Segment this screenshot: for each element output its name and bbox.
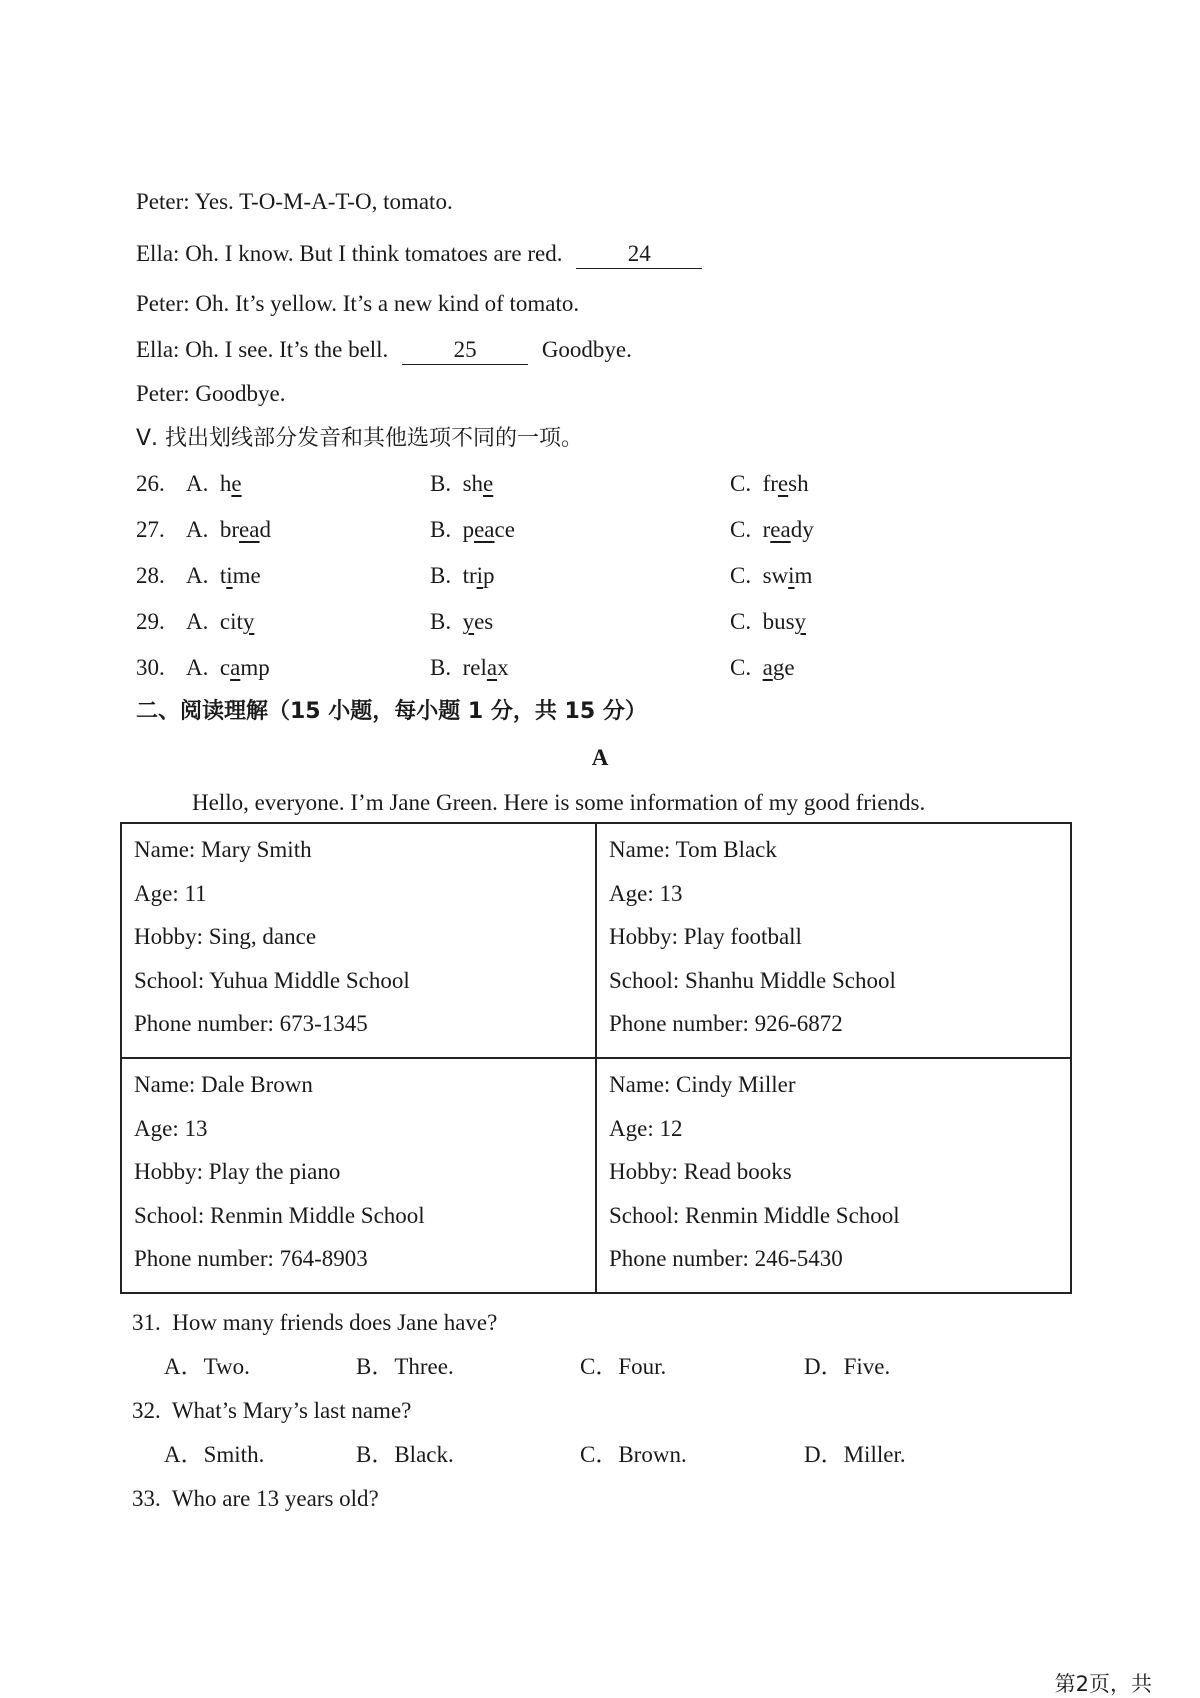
section-5-heading: Ⅴ. 找出划线部分发音和其他选项不同的一项。 — [136, 426, 584, 451]
question-29 — [136, 608, 165, 636]
q30-option-a[interactable]: A. camp — [186, 655, 270, 680]
answer-blank-25[interactable] — [402, 336, 528, 365]
question-number: 28. — [136, 563, 165, 588]
q29-option-c[interactable]: C. busy — [730, 609, 807, 634]
underlined-part: e — [777, 471, 789, 496]
question-27 — [136, 516, 165, 544]
question-30 — [136, 654, 165, 682]
friend-card-cindy — [596, 1058, 1071, 1293]
q29-option-a[interactable]: A. city — [186, 609, 255, 634]
q27-option-a[interactable]: A. bread — [186, 517, 271, 542]
friend-name: Name: Tom Black — [609, 837, 777, 862]
dialogue-text: Oh. I see. It’s the bell. — [185, 337, 389, 362]
dialogue-text: Oh. I know. But I think tomatoes are red. — [185, 241, 563, 266]
question-number: 29. — [136, 609, 165, 634]
friend-phone: Phone number: 673-1345 — [134, 1011, 368, 1036]
q26-option-a[interactable]: A. he — [186, 471, 242, 496]
underlined-part: e — [231, 471, 242, 496]
question-26 — [136, 470, 165, 498]
friend-hobby: Hobby: Play the piano — [134, 1159, 341, 1184]
dialogue-text: Oh. It’s yellow. It’s a new kind of tomato. — [195, 291, 580, 316]
underlined-part: i — [226, 563, 233, 588]
q32-option-b[interactable]: B．Black. — [356, 1442, 454, 1467]
underlined-part: e — [483, 471, 494, 496]
dialogue-text: Goodbye. — [195, 381, 286, 406]
friend-card-mary — [121, 823, 596, 1058]
friend-age: Age: 11 — [134, 880, 207, 906]
friend-school: School: Shanhu Middle School — [609, 967, 896, 993]
underlined-part: y — [242, 609, 255, 634]
passage-intro: Hello, everyone. I’m Jane Green. Here is some information of my good friends. — [192, 790, 926, 815]
friends-info-table — [120, 822, 1072, 1294]
friend-hobby: Hobby: Sing, dance — [134, 924, 317, 949]
friend-phone: Phone number: 764-8903 — [134, 1246, 368, 1271]
question-28 — [136, 562, 165, 590]
q31-option-c[interactable]: C．Four. — [580, 1354, 667, 1379]
question-31 — [132, 1309, 497, 1337]
underlined-part: ea — [239, 517, 260, 542]
underlined-part: a — [762, 655, 773, 680]
q31-option-d[interactable]: D．Five. — [804, 1354, 891, 1379]
underlined-part: ea — [770, 517, 791, 542]
q30-option-b[interactable]: B. relax — [430, 655, 509, 680]
q32-option-a[interactable]: A．Smith. — [164, 1442, 265, 1467]
question-number: 26. — [136, 471, 165, 496]
friend-school: School: Yuhua Middle School — [134, 967, 410, 993]
answer-blank-24[interactable] — [576, 240, 702, 269]
question-33 — [132, 1485, 379, 1513]
question-text: What’s Mary’s last name? — [171, 1398, 412, 1423]
q27-option-b[interactable]: B. peace — [430, 517, 515, 542]
friend-phone: Phone number: 926-6872 — [609, 1011, 843, 1036]
question-number: 33. — [132, 1486, 161, 1511]
speaker: Peter: — [136, 381, 190, 406]
speaker: Peter: — [136, 189, 190, 214]
q32-option-d[interactable]: D．Miller. — [804, 1442, 906, 1467]
q26-option-c[interactable]: C. fresh — [730, 471, 809, 496]
underlined-part: a — [230, 655, 241, 680]
dialogue-line-5 — [136, 380, 285, 408]
q26-option-b[interactable]: B. she — [430, 471, 494, 496]
friend-name: Name: Cindy Miller — [609, 1072, 796, 1097]
underlined-part: i — [788, 563, 795, 588]
speaker: Ella: — [136, 337, 180, 362]
friend-hobby: Hobby: Read books — [609, 1159, 792, 1184]
friend-card-tom — [596, 823, 1071, 1058]
question-number: 27. — [136, 517, 165, 542]
question-number: 30. — [136, 655, 165, 680]
underlined-part: ea — [474, 517, 495, 542]
friend-name: Name: Dale Brown — [134, 1072, 313, 1097]
friend-age: Age: 13 — [609, 880, 683, 906]
q32-option-c[interactable]: C．Brown. — [580, 1442, 687, 1467]
friend-age: Age: 12 — [609, 1115, 683, 1141]
dialogue-line-1 — [136, 188, 453, 216]
speaker: Peter: — [136, 291, 190, 316]
dialogue-text: Yes. T-O-M-A-T-O, tomato. — [194, 189, 453, 214]
friend-age: Age: 13 — [134, 1115, 208, 1141]
underlined-part: a — [486, 655, 498, 680]
q28-option-a[interactable]: A. time — [186, 563, 261, 588]
dialogue-line-3 — [136, 290, 579, 318]
friend-school: School: Renmin Middle School — [134, 1202, 425, 1228]
underlined-part: y — [794, 609, 807, 634]
q31-option-a[interactable]: A．Two. — [164, 1354, 250, 1379]
dialogue-after: Goodbye. — [541, 337, 632, 362]
q30-option-c[interactable]: C. age — [730, 655, 795, 680]
friend-hobby: Hobby: Play football — [609, 924, 802, 949]
underlined-part: i — [476, 563, 484, 588]
page-footer: 第2页，共 — [1054, 1672, 1152, 1696]
question-number: 31. — [132, 1310, 161, 1335]
passage-label: A — [591, 745, 609, 770]
question-text: Who are 13 years old? — [171, 1486, 379, 1511]
friend-card-dale — [121, 1058, 596, 1293]
blank-number: 24 — [627, 241, 651, 266]
q28-option-c[interactable]: C. swim — [730, 563, 813, 588]
q31-option-b[interactable]: B．Three. — [356, 1354, 454, 1379]
dialogue-line-4 — [136, 336, 632, 365]
friend-school: School: Renmin Middle School — [609, 1202, 900, 1228]
q27-option-c[interactable]: C. ready — [730, 517, 814, 542]
section-2-heading: 二、阅读理解（15 小题，每小题 1 分，共 15 分） — [136, 699, 647, 724]
question-number: 32. — [132, 1398, 161, 1423]
question-32 — [132, 1397, 411, 1425]
speaker: Ella: — [136, 241, 180, 266]
q28-option-b[interactable]: B. trip — [430, 563, 495, 588]
question-text: How many friends does Jane have? — [172, 1310, 498, 1335]
friend-name: Name: Mary Smith — [134, 837, 312, 862]
friend-phone: Phone number: 246-5430 — [609, 1246, 843, 1271]
underlined-part: y — [462, 609, 475, 634]
blank-number: 25 — [453, 337, 477, 362]
dialogue-line-2 — [136, 240, 710, 269]
q29-option-b[interactable]: B. yes — [430, 609, 494, 634]
